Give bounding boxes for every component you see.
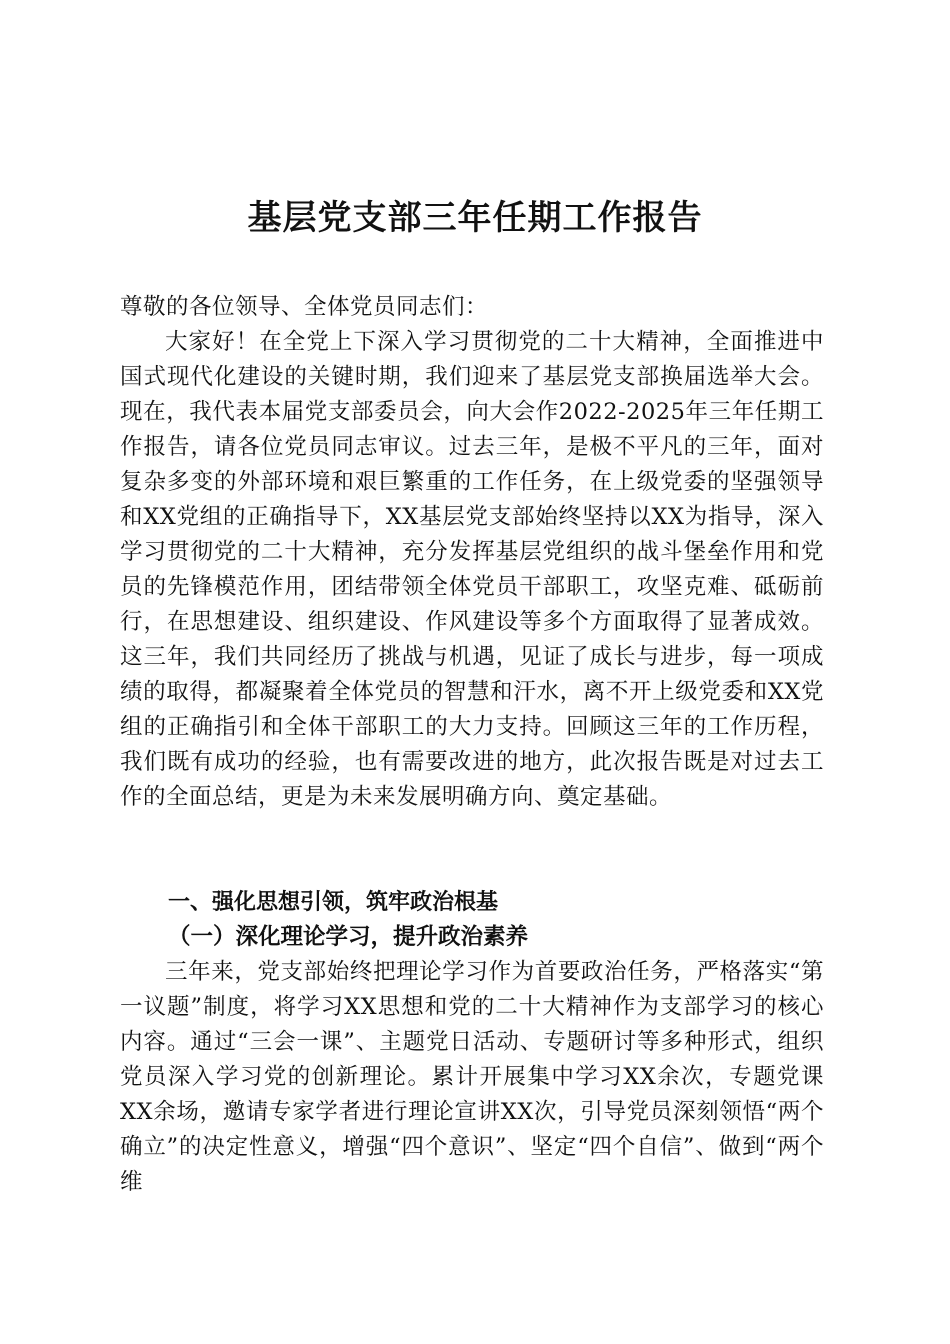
salutation: 尊敬的各位领导、全体党员同志们： [120, 294, 489, 320]
section-heading: 一、强化思想引领，筑牢政治根基 [168, 890, 499, 915]
intro-paragraph: 大家好！在全党上下深入学习贯彻党的二十大精神，全面推进中国式现代化建设的关键时期，我们迎来了基层党支部换届选举大会。现在，我代表本届党支部委员会，向大会作2022-2025年三年任期工作报告，请各位党员同志审议。过去三年，是极不平凡的三年，面对复杂多变的外部环境和艰巨繁重的工作任务，在上级党委的坚强领导和XX党组的正确指导下，XX基层党支部始终坚持以XX为指导，深入学习贯彻党的二十大精神，充分发挥基层党组织的战斗堡垒作用和党员的先锋模范作用，团结带领全体党员干部职工，攻坚克难、砥砺前行，在思想建设、组织建设、作风建设等多个方面取得了显著成效。这三年，我们共同经历了挑战与机遇，见证了成长与进步，每一项成绩的取得，都凝聚着全体党员的智慧和汗水，离不开上级党委和XX党组的正确指引和全体干部职工的大力支持。回顾这三年的工作历程，我们既有成功的经验，也有需要改进的地方，此次报告既是对过去工作的全面总结，更是为未来发展明确方向、奠定基础。 [120, 329, 824, 810]
document-title: 基层党支部三年任期工作报告 [247, 198, 703, 238]
subsection-paragraph: 三年来，党支部始终把理论学习作为首要政治任务，严格落实“第一议题”制度，将学习XX思想和党的二十大精神作为支部学习的核心内容。通过“三会一课”、主题党日活动、专题研讨等多种形式，组织党员深入学习党的创新理论。累计开展集中学习XX余次，专题党课XX余场，邀请专家学者进行理论宣讲XX次，引导党员深刻领悟“两个确立”的决定性意义，增强“四个意识”、坚定“四个自信”、做到“两个维 [120, 959, 824, 1195]
subsection-heading: （一）深化理论学习，提升政治素养 [168, 924, 529, 950]
